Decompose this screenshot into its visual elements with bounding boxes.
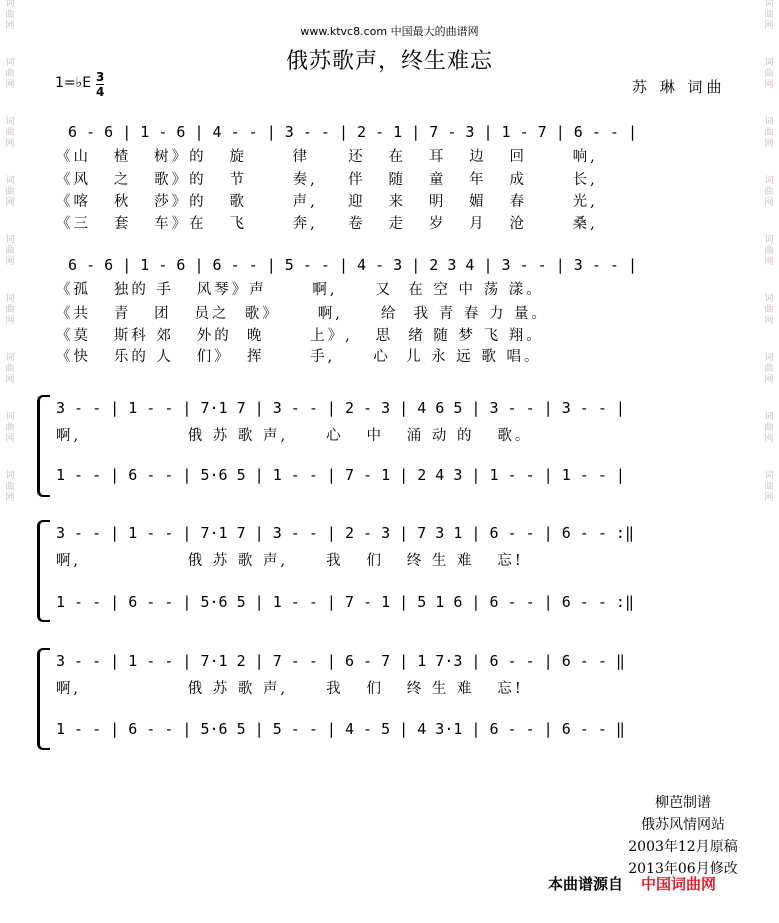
watermark-glyph: 词 bbox=[764, 117, 774, 127]
watermark-glyph: 网 bbox=[5, 21, 15, 31]
system5-lyric: 啊, 俄 苏 歌 声, 我 们 终 生 难 忘! bbox=[56, 681, 524, 697]
watermark-glyph: 网 bbox=[764, 80, 774, 90]
watermark-glyph: 曲 bbox=[764, 69, 774, 79]
watermark-glyph: 网 bbox=[5, 198, 15, 208]
time-signature bbox=[96, 71, 104, 98]
watermark-glyph: 曲 bbox=[5, 128, 15, 138]
watermark-glyph: 网 bbox=[764, 198, 774, 208]
author: 苏 琳 词曲 bbox=[632, 78, 726, 96]
watermark-glyph: 网 bbox=[764, 257, 774, 267]
watermark-glyph: 曲 bbox=[5, 246, 15, 256]
credit-revised-date: 2013年06月修改 bbox=[628, 861, 738, 877]
song-title: 俄苏歌声，终生难忘 bbox=[285, 49, 493, 74]
watermark-glyph: 词 bbox=[5, 353, 15, 363]
system2-lyric-1: 《孤 独的 手 风琴》声 啊, 又 在 空 中 荡 漾。 bbox=[56, 282, 544, 298]
system4-lyric: 啊, 俄 苏 歌 声, 我 们 终 生 难 忘! bbox=[56, 553, 524, 569]
system3-lyric: 啊, 俄 苏 歌 声, 心 中 涌 动 的 歌。 bbox=[56, 428, 533, 444]
watermark-glyph: 词 bbox=[764, 58, 774, 68]
watermark-glyph: 词 bbox=[764, 353, 774, 363]
watermark-glyph: 词 bbox=[5, 471, 15, 481]
watermark-glyph: 词 bbox=[764, 294, 774, 304]
system3-brace bbox=[37, 395, 50, 497]
key-signature: 1=♭E bbox=[55, 75, 92, 91]
watermark-glyph: 网 bbox=[5, 375, 15, 385]
watermark-glyph: 网 bbox=[764, 21, 774, 31]
watermark-glyph: 曲 bbox=[5, 10, 15, 20]
watermark-glyph: 曲 bbox=[5, 187, 15, 197]
time-signature-top: 3 bbox=[96, 70, 105, 84]
watermark-glyph: 词 bbox=[5, 58, 15, 68]
watermark-glyph: 网 bbox=[5, 493, 15, 503]
watermark-glyph: 网 bbox=[5, 139, 15, 149]
watermark-glyph: 词 bbox=[764, 0, 774, 9]
system2-notes: 6 - 6 | 1 - 6 | 6 - - | 5 - - | 4 - 3 | 2 3 4 | 3 - - | 3 - - | bbox=[50, 256, 637, 274]
time-signature-bottom: 4 bbox=[96, 85, 105, 99]
watermark-glyph: 曲 bbox=[764, 187, 774, 197]
watermark-glyph: 词 bbox=[764, 471, 774, 481]
source-line bbox=[548, 873, 716, 894]
system2-lyric-2: 《共 青 团 员之 歌》 啊, 给 我 青 春 力 量。 bbox=[56, 306, 550, 322]
system3-upper-notes: 3 - - | 1 - - | 7·1 7 | 3 - - | 2 - 3 | 4 6 5 | 3 - - | 3 - - | bbox=[56, 399, 625, 417]
watermark-glyph: 曲 bbox=[764, 246, 774, 256]
system1-lyric-1: 《山 楂 树》的 旋 律 还 在 耳 边 回 响, bbox=[56, 149, 598, 165]
watermark-glyph: 网 bbox=[764, 493, 774, 503]
watermark-glyph: 曲 bbox=[5, 69, 15, 79]
watermark-glyph: 词 bbox=[5, 294, 15, 304]
system4-lower-notes: 1 - - | 6 - - | 5·6 5 | 1 - - | 7 - 1 | 5 1 6 | 6 - - | 6 - - :‖ bbox=[56, 593, 634, 611]
watermark-glyph: 词 bbox=[764, 235, 774, 245]
watermark-glyph: 曲 bbox=[5, 305, 15, 315]
watermark-glyph: 网 bbox=[5, 434, 15, 444]
credit-arranger: 柳芭制谱 bbox=[655, 795, 711, 811]
watermark-glyph: 曲 bbox=[5, 482, 15, 492]
watermark-glyph: 网 bbox=[5, 80, 15, 90]
credit-website: 俄苏风情网站 bbox=[641, 817, 725, 833]
watermark-glyph: 曲 bbox=[764, 10, 774, 20]
watermark-glyph: 曲 bbox=[764, 364, 774, 374]
site-url[interactable]: www.ktvc8.com 中国最大的曲谱网 bbox=[300, 25, 479, 38]
source-site-link[interactable]: 中国词曲网 bbox=[641, 875, 717, 893]
system1-lyric-2: 《风 之 歌》的 节 奏, 伴 随 童 年 成 长, bbox=[56, 172, 598, 188]
side-watermark-right bbox=[761, 0, 777, 923]
watermark-glyph: 词 bbox=[764, 176, 774, 186]
watermark-glyph: 词 bbox=[764, 412, 774, 422]
watermark-glyph: 曲 bbox=[764, 423, 774, 433]
system5-brace bbox=[37, 648, 50, 750]
watermark-glyph: 词 bbox=[5, 0, 15, 9]
watermark-glyph: 曲 bbox=[5, 423, 15, 433]
system4-upper-notes: 3 - - | 1 - - | 7·1 7 | 3 - - | 2 - 3 | 7 3 1 | 6 - - | 6 - - :‖ bbox=[56, 524, 634, 542]
watermark-glyph: 曲 bbox=[764, 482, 774, 492]
system2-lyric-3: 《莫 斯科 郊 外的 晚 上》, 思 绪 随 梦 飞 翔。 bbox=[56, 328, 544, 344]
credit-original-date: 2003年12月原稿 bbox=[628, 839, 738, 855]
watermark-glyph: 网 bbox=[5, 316, 15, 326]
watermark-glyph: 词 bbox=[5, 235, 15, 245]
credits bbox=[618, 792, 748, 880]
system2-lyric-4: 《快 乐的 人 们》 挥 手, 心 儿 永 远 歌 唱。 bbox=[56, 349, 542, 365]
source-label: 本曲谱源自 bbox=[548, 875, 624, 893]
watermark-glyph: 词 bbox=[5, 117, 15, 127]
system4-brace bbox=[37, 520, 50, 622]
side-watermark-left bbox=[2, 0, 18, 923]
watermark-glyph: 曲 bbox=[5, 364, 15, 374]
watermark-glyph: 曲 bbox=[764, 128, 774, 138]
system5-lower-notes: 1 - - | 6 - - | 5·6 5 | 5 - - | 4 - 5 | 4 3·1 | 6 - - | 6 - - ‖ bbox=[56, 720, 625, 738]
watermark-glyph: 词 bbox=[5, 412, 15, 422]
watermark-glyph: 曲 bbox=[764, 305, 774, 315]
system3-lower-notes: 1 - - | 6 - - | 5·6 5 | 1 - - | 7 - 1 | 2 4 3 | 1 - - | 1 - - | bbox=[56, 466, 625, 484]
watermark-glyph: 网 bbox=[764, 434, 774, 444]
system1-lyric-3: 《喀 秋 莎》的 歌 声, 迎 来 明 媚 春 光, bbox=[56, 194, 598, 210]
system1-notes: 6 - 6 | 1 - 6 | 4 - - | 3 - - | 2 - 1 | 7 - 3 | 1 - 7 | 6 - - | bbox=[50, 123, 637, 141]
watermark-glyph: 词 bbox=[5, 176, 15, 186]
system5-upper-notes: 3 - - | 1 - - | 7·1 2 | 7 - - | 6 - 7 | 1 7·3 | 6 - - | 6 - - ‖ bbox=[56, 652, 625, 670]
watermark-glyph: 网 bbox=[764, 139, 774, 149]
watermark-glyph: 网 bbox=[5, 257, 15, 267]
watermark-glyph: 网 bbox=[764, 316, 774, 326]
system1-lyric-4: 《三 套 车》在 飞 奔, 卷 走 岁 月 沧 桑, bbox=[56, 216, 598, 232]
watermark-glyph: 网 bbox=[764, 375, 774, 385]
